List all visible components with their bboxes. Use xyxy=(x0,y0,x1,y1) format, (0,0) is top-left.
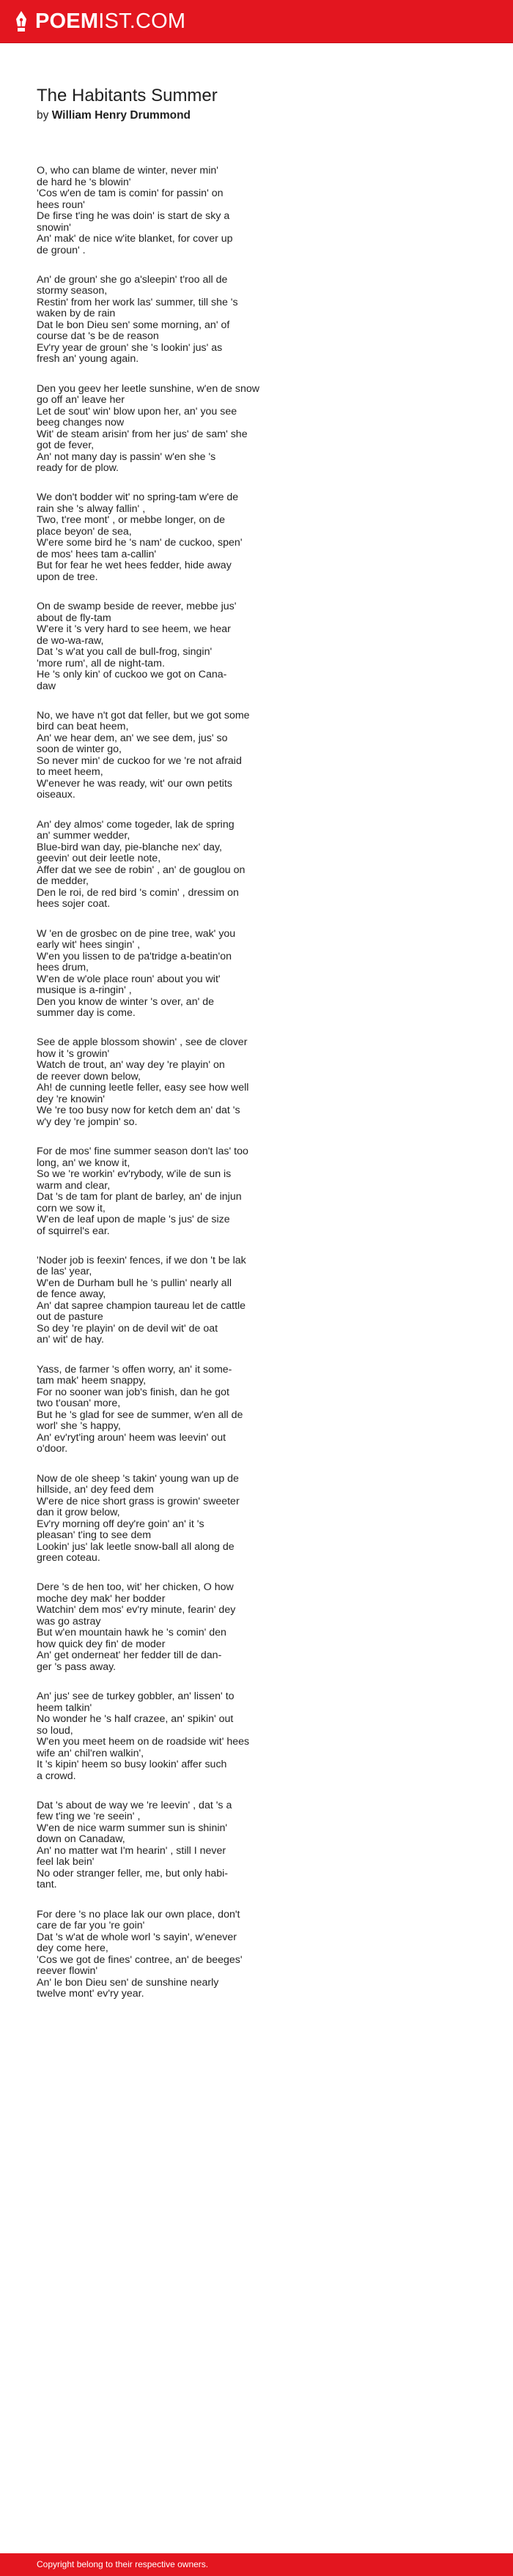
poem-stanza xyxy=(37,601,286,692)
poem-line: place beyon' de sea, xyxy=(37,525,132,538)
poem-line: hees sojer coat. xyxy=(37,898,111,910)
poem-line: green coteau. xyxy=(37,1552,100,1564)
poem-line: An' mak' de nice w'ite blanket, for cover up xyxy=(37,233,233,245)
poem-line: Ah! de cunning leetle feller, easy see how well xyxy=(37,1082,249,1094)
poem-line: W'en de leaf upon de maple 's jus' de size xyxy=(37,1214,230,1226)
poem-stanza xyxy=(37,492,286,583)
poem-line: how it 's growin' xyxy=(37,1047,110,1060)
site-header xyxy=(0,0,513,42)
poem-line: W'en you meet heem on de roadside wit' hees xyxy=(37,1736,250,1748)
poem-line: Watch de trout, an' way dey 're playin' on xyxy=(37,1059,225,1072)
poem-line: So dey 're playin' on de devil wit' de oat xyxy=(37,1322,218,1335)
poem-line: 'more rum', all de night-tam. xyxy=(37,657,165,669)
poem-line: hillside, an' dey feed dem xyxy=(37,1484,154,1496)
poem-line: An' no matter wat I'm hearin' , still I never xyxy=(37,1844,226,1857)
poem-line: about de fly-tam xyxy=(37,612,111,624)
poem-line: ger 's pass away. xyxy=(37,1660,117,1673)
poem-line: An' get onderneat' her fedder till de dan- xyxy=(37,1649,222,1662)
poem-line: few t'ing we 're seein' , xyxy=(37,1811,141,1823)
poem-stanza xyxy=(37,1474,286,1564)
poem-title: The Habitants Summer xyxy=(37,86,218,105)
poem-line: W'ere it 's very hard to see heem, we hear xyxy=(37,623,231,636)
poem-line: ready for de plow. xyxy=(37,462,119,475)
poem-line: Affer dat we see de robin' , an' de gouglou on xyxy=(37,864,246,876)
poem-line: rain she 's alway fallin' , xyxy=(37,502,146,515)
poem-line: hees roun' xyxy=(37,198,85,211)
poem-line: de hard he 's blowin' xyxy=(37,176,131,188)
poem-line: de fence away, xyxy=(37,1288,106,1301)
poem-stanza xyxy=(37,1909,286,2000)
poem-line: Yass, de farmer 's offen worry, an' it some- xyxy=(37,1363,232,1376)
poem-line: An' dey almos' come togeder, lak de spring xyxy=(37,818,235,831)
poem-line: Dat 's about de way we 're leevin' , dat 's a xyxy=(37,1799,232,1811)
poem-line: got de fever, xyxy=(37,439,95,452)
poem-line: Blue-bird wan day, pie-blanche nex' day, xyxy=(37,841,222,853)
poem-line: See de apple blossom showin' , see de clover xyxy=(37,1036,248,1049)
poem-line: course dat 's be de reason xyxy=(37,330,159,343)
poem-line: reever flowin' xyxy=(37,1965,98,1978)
poem-line: de las' year, xyxy=(37,1266,92,1278)
byline-prefix: by xyxy=(37,109,49,122)
poem-stanza xyxy=(37,1582,286,1673)
poem-stanza xyxy=(37,820,286,910)
site-logo-link[interactable] xyxy=(15,9,185,34)
poem-line: An' de groun' she go a'sleepin' t'roo all de xyxy=(37,273,228,286)
poem-line: An' le bon Dieu sen' de sunshine nearly xyxy=(37,1976,219,1989)
poem-line: No oder stranger feller, me, but only habi- xyxy=(37,1867,229,1879)
poem-line: For de mos' fine summer season don't las' too xyxy=(37,1146,248,1158)
poem-line: Wit' de steam arisin' from her jus' de sam' she xyxy=(37,428,248,440)
poem-line: an' wit' de hay. xyxy=(37,1334,104,1346)
poem-line: dan it grow below, xyxy=(37,1507,120,1519)
poem-line: an' summer wedder, xyxy=(37,830,130,842)
poem-line: oiseaux. xyxy=(37,789,75,801)
poem-line: warm and clear, xyxy=(37,1179,111,1192)
poem-line: beeg changes now xyxy=(37,417,125,429)
poem-line: summer day is come. xyxy=(37,1007,136,1020)
poem-line: wife an' chil'ren walkin', xyxy=(37,1747,144,1759)
poem-line: He 's only kin' of cuckoo we got on Cana- xyxy=(37,669,227,681)
poem-stanza xyxy=(37,166,286,256)
poem-line: Lookin' jus' lak leetle snow-ball all along de xyxy=(37,1540,235,1553)
poem-line: Dat 's w'at you call de bull-frog, singin' xyxy=(37,646,213,658)
poem-line: But for fear he wet hees fedder, hide away xyxy=(37,560,232,572)
poem-line: W'en you lissen to de pa'tridge a-beatin'on xyxy=(37,950,232,962)
poem-stanza xyxy=(37,1691,286,1782)
poem-stanza xyxy=(37,384,286,475)
poem-line: 'Cos w'en de tam is comin' for passin' on xyxy=(37,188,224,199)
poem-line: was go astray xyxy=(37,1615,101,1627)
poem-line: de mos' hees tam a-callin' xyxy=(37,548,157,560)
poem-line: de wo-wa-raw, xyxy=(37,634,104,647)
poem-byline xyxy=(37,108,286,123)
poem-line: Dat le bon Dieu sen' some morning, an' of xyxy=(37,319,230,331)
poem-line: Den you know de winter 's over, an' de xyxy=(37,995,215,1008)
poem-line: of squirrel's ear. xyxy=(37,1225,110,1237)
poem-line: pleasan' t'ing to see dem xyxy=(37,1529,152,1542)
poem-line: soon de winter go, xyxy=(37,743,122,756)
poem-line: W'en de Durham bull he 's pullin' nearly all xyxy=(37,1277,232,1289)
poem-line: long, an' we know it, xyxy=(37,1157,130,1169)
poem-line: worl' she 's happy, xyxy=(37,1420,121,1433)
poem-line: waken by de rain xyxy=(37,308,116,320)
poem-line: An' dat sapree champion taureau let de cattle xyxy=(37,1299,246,1312)
poem-line: For dere 's no place lak our own place, don't xyxy=(37,1908,240,1920)
poem-line: On de swamp beside de reever, mebbe jus' xyxy=(37,601,237,613)
poem-stanza xyxy=(37,1146,286,1237)
author-name: William Henry Drummond xyxy=(51,109,191,122)
poem-stanza xyxy=(37,929,286,1020)
poem-article xyxy=(37,85,286,2019)
poem-line: w'y dey 're jompin' so. xyxy=(37,1116,138,1128)
poem-stanza xyxy=(37,275,286,365)
poem-line: W'ere de nice short grass is growin' sweeter xyxy=(37,1495,240,1507)
poem-line: It 's kipin' heem so busy lookin' affer such xyxy=(37,1759,227,1771)
poem-line: care de far you 're goin' xyxy=(37,1920,145,1932)
poem-stanza xyxy=(37,1365,286,1455)
poem-line: tant. xyxy=(37,1879,57,1891)
poem-line: bird can beat heem, xyxy=(37,721,129,733)
poem-stanza xyxy=(37,1037,286,1128)
poem-line: An' we hear dem, an' we see dem, jus' so xyxy=(37,732,228,744)
poem-line: Now de ole sheep 's takin' young wan up de xyxy=(37,1472,239,1485)
poem-line: upon de tree. xyxy=(37,571,98,583)
poem-line: W 'en de grosbec on de pine tree, wak' you xyxy=(37,927,236,940)
poem-line: feel lak bein' xyxy=(37,1856,95,1868)
poem-line: out de pasture xyxy=(37,1311,103,1324)
poem-body xyxy=(37,166,286,2000)
poem-line: daw xyxy=(37,680,56,692)
poem-line: de groun' . xyxy=(37,244,86,256)
poem-line: to meet heem, xyxy=(37,766,103,779)
pen-nib-icon xyxy=(15,10,28,32)
poem-line: how quick dey fin' de moder xyxy=(37,1638,166,1650)
poem-line: moche dey mak' her bodder xyxy=(37,1592,166,1605)
poem-stanza xyxy=(37,1800,286,1891)
poem-line: W'ere some bird he 's nam' de cuckoo, spen' xyxy=(37,537,243,549)
poem-line: down on Canadaw, xyxy=(37,1833,125,1846)
poem-line: dey come here, xyxy=(37,1942,108,1955)
poem-line: geevin' out deir leetle note, xyxy=(37,853,161,865)
poem-line: No wonder he 's half crazee, an' spikin' out xyxy=(37,1713,234,1726)
poem-line: corn we sow it, xyxy=(37,1202,106,1214)
poem-line: For no sooner wan job's finish, dan he got xyxy=(37,1386,229,1398)
poem-line: heem talkin' xyxy=(37,1701,92,1714)
poem-stanza xyxy=(37,710,286,801)
poem-line: An' ev'ryt'ing aroun' heem was leevin' out xyxy=(37,1431,226,1444)
poem-line: W'en de nice warm summer sun is shinin' xyxy=(37,1822,228,1834)
poem-line: Let de sout' win' blow upon her, an' you see xyxy=(37,405,237,417)
poem-line: Den le roi, de red bird 's comin' , dressim on xyxy=(37,886,239,899)
poem-line: fresh an' young again. xyxy=(37,353,139,365)
poem-line: Watchin' dem mos' ev'ry minute, fearin' dey xyxy=(37,1604,236,1617)
poem-line: stormy season, xyxy=(37,285,108,297)
poem-line: Restin' from her work las' summer, till she 's xyxy=(37,296,238,308)
poem-line: tam mak' heem snappy, xyxy=(37,1375,147,1387)
copyright-text: Copyright belong to their respective owners. xyxy=(37,2559,209,2569)
poem-line: 'Noder job is feexin' fences, if we don 't be lak xyxy=(37,1254,246,1266)
poem-line: We 're too busy now for ketch dem an' dat 's xyxy=(37,1105,240,1117)
poem-line: W'enever he was ready, wit' our own petits xyxy=(37,777,232,790)
poem-stanza xyxy=(37,1255,286,1346)
site-footer xyxy=(0,2553,513,2576)
poem-line: O, who can blame de winter, never min' xyxy=(37,165,218,177)
poem-line: twelve mont' ev'ry year. xyxy=(37,1988,144,2000)
poem-line: Ev'ry morning off dey're goin' an' it 's xyxy=(37,1518,204,1530)
poem-line: So never min' de cuckoo for we 're not afraid xyxy=(37,754,242,767)
poem-line: An' not many day is passin' w'en she 's xyxy=(37,450,216,463)
poem-line: a crowd. xyxy=(37,1770,76,1782)
poem-line: An' jus' see de turkey gobbler, an' lissen' to xyxy=(37,1690,235,1703)
poem-line: early wit' hees singin' , xyxy=(37,939,141,951)
poem-line: snowin' xyxy=(37,221,71,234)
poem-line: o'door. xyxy=(37,1443,68,1455)
poem-line: 'Cos we got de fines' contree, an' de beeges' xyxy=(37,1953,243,1966)
poem-line: W'en de w'ole place roun' about you wit' xyxy=(37,973,221,985)
poem-line: Dat 's w'at de whole worl 's sayin', w'enever xyxy=(37,1931,237,1943)
poem-line: so loud, xyxy=(37,1724,73,1737)
poem-line: dey 're knowin' xyxy=(37,1093,105,1105)
poem-line: go off an' leave her xyxy=(37,394,125,407)
poem-line: two t'ousan' more, xyxy=(37,1398,121,1410)
poem-line: No, we have n't got dat feller, but we got some xyxy=(37,709,250,721)
poem-line: De firse t'ing he was doin' is start de sky a xyxy=(37,210,230,222)
poem-line: But he 's glad for see de summer, w'en all de xyxy=(37,1408,243,1421)
site-logo-text: POEMIST.COM xyxy=(35,10,186,33)
poem-line: Den you geev her leetle sunshine, w'en de snow xyxy=(37,382,259,395)
poem-line: Two, t'ree mont' , or mebbe longer, on de xyxy=(37,514,225,527)
poem-line: Dere 's de hen too, wit' her chicken, O how xyxy=(37,1581,234,1594)
poem-line: We don't bodder wit' no spring-tam w'ere de xyxy=(37,491,239,504)
poem-line: de medder, xyxy=(37,875,89,888)
poem-line: de reever down below, xyxy=(37,1070,141,1083)
poem-line: So we 're workin' ev'rybody, w'ile de sun is xyxy=(37,1168,232,1181)
poem-line: musique is a-ringin' , xyxy=(37,984,132,997)
poem-line: But w'en mountain hawk he 's comin' den xyxy=(37,1627,226,1639)
poem-line: Dat 's de tam for plant de barley, an' de injun xyxy=(37,1191,242,1203)
poem-line: Ev'ry year de groun' she 's lookin' jus' as xyxy=(37,341,223,354)
poem-line: hees drum, xyxy=(37,962,89,974)
